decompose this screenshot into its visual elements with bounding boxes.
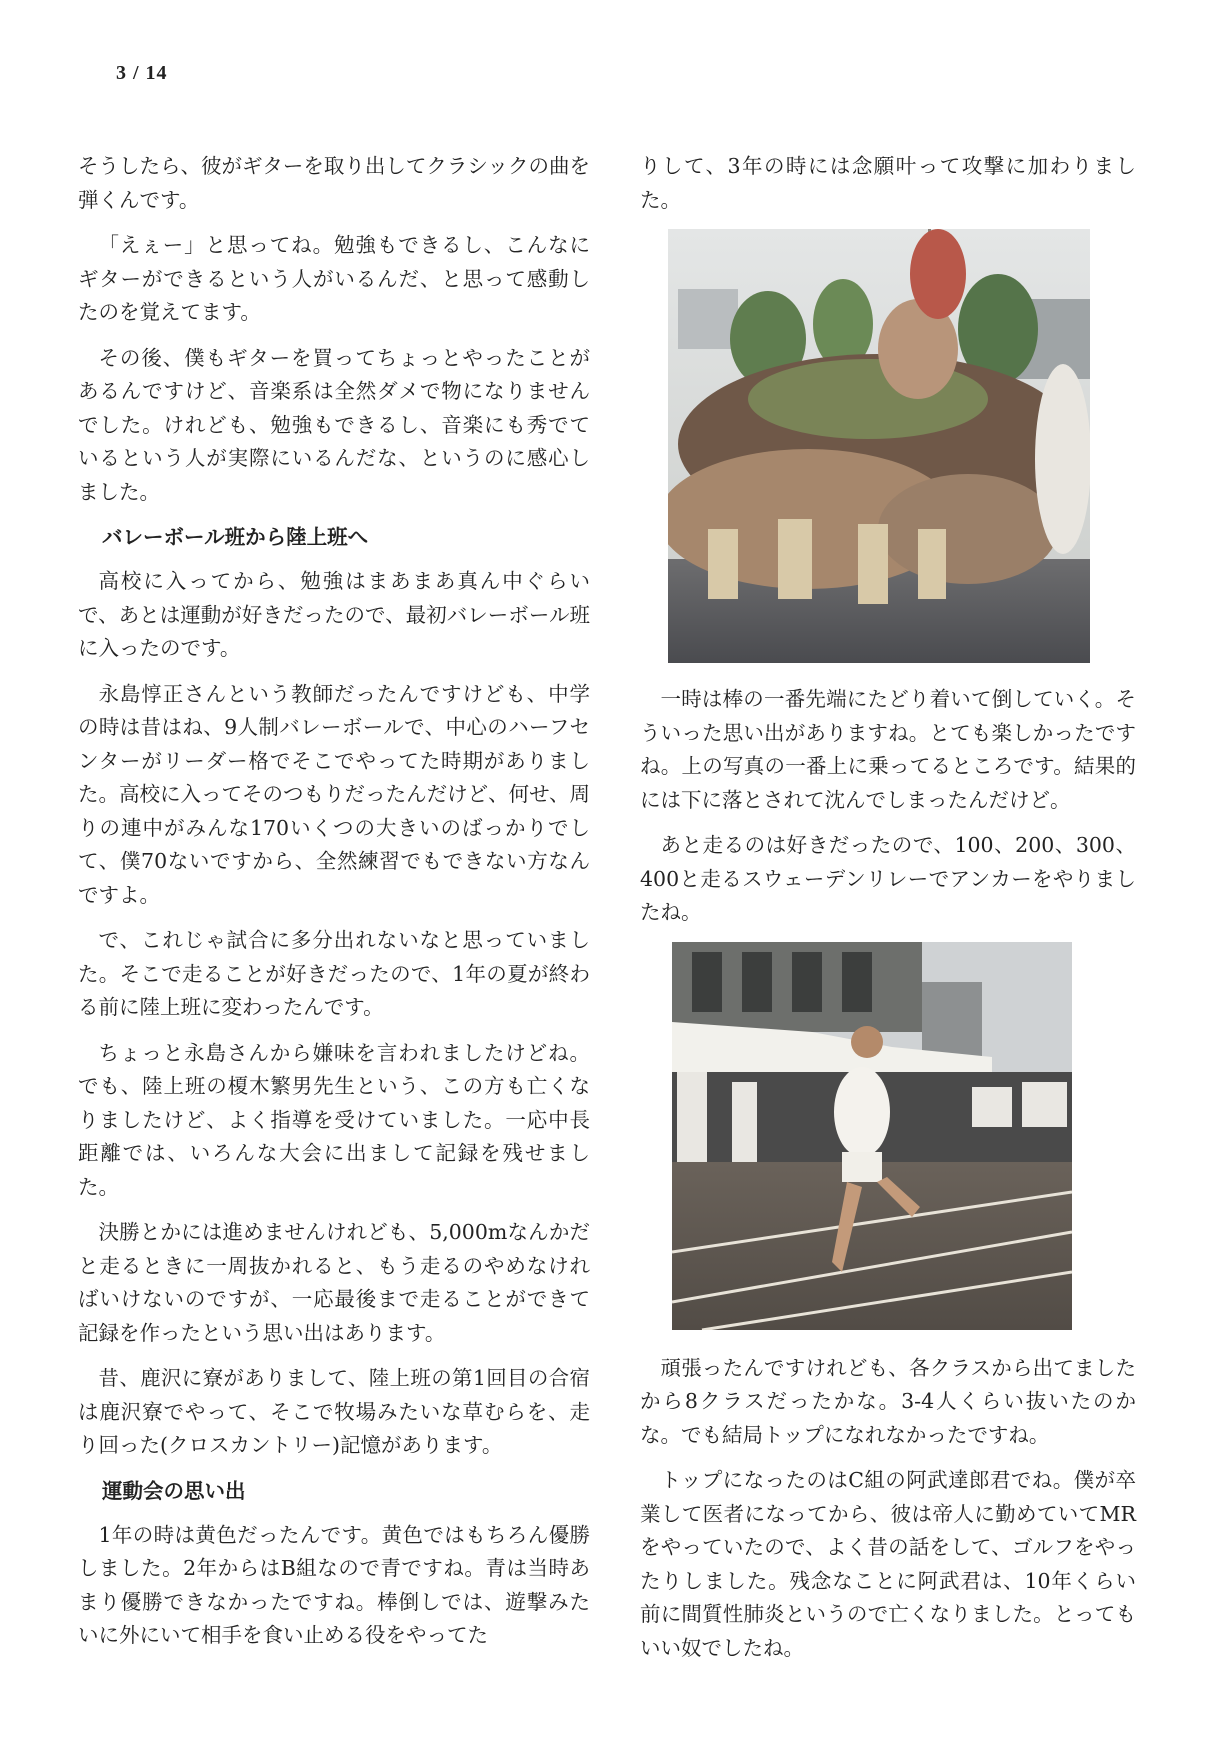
right-column (640, 150, 1136, 1677)
paragraph: 「えぇー」と思ってね。勉強もできるし、こんなにギターができるという人がいるんだ、と思って感動したのを覚えてます。 (78, 233, 590, 324)
paragraph: 高校に入ってから、勉強はまあまあ真ん中ぐらいで、あとは運動が好きだったので、最初バレーボール班に入ったのです。 (78, 569, 590, 660)
paragraph: ちょっと永島さんから嫌味を言われましたけどね。でも、陸上班の榎木繁男先生という、この方も亡くなりましたけど、よく指導を受けていました。一応中長距離では、いろんな大会に出まして記録を残せました。 (78, 1040, 590, 1199)
paragraph: トップになったのはC組の阿武達郎君でね。僕が卒業して医者になってから、彼は帝人に勤めていてMRをやっていたので、よく昔の話をして、ゴルフをやったりしました。残念なことに阿武君は、10年くらい前に間質性肺炎というので亡くなりました。とってもいい奴でしたね。 (640, 1468, 1136, 1660)
paragraph: 昔、鹿沢に寮がありまして、陸上班の第1回目の合宿は鹿沢寮でやって、そこで牧場みたいな草むらを、走り回った(クロスカントリー)記憶があります。 (78, 1366, 590, 1457)
page-number: 3 / 14 (116, 62, 168, 84)
paragraph: 決勝とかには進めませんけれども、5,000mなんかだと走るときに一周抜かれると、もう走るのやめなければいけないのですが、一応最後まで走ることができて記録を作ったという思い出はあります。 (78, 1220, 590, 1345)
paragraph: あと走るのは好きだったので、100、200、300、400と走るスウェーデンリレーでアンカーをやりましたね。 (640, 833, 1136, 924)
section-heading: 運動会の思い出 (102, 1478, 246, 1503)
paragraph: その後、僕もギターを買ってちょっとやったことがあるんですけど、音楽系は全然ダメで物になりませんでした。けれども、勉強もできるし、音楽にも秀でているという人が実際にいるんだな、というのに感心しました。 (78, 345, 590, 504)
paragraph: 1年の時は黄色だったんです。黄色ではもちろん優勝しました。2年からはB組なので青ですね。青は当時あまり優勝できなかったですね。棒倒しでは、遊撃みたいに外にいて相手を食い止める役をやってた (78, 1522, 590, 1647)
paragraph: りして、3年の時には念願叶って攻撃に加わりました。 (640, 154, 1136, 212)
paragraph: そうしたら、彼がギターを取り出してクラシックの曲を弾くんです。 (78, 154, 590, 212)
relay-race-photo (672, 942, 1072, 1330)
paragraph: で、これじゃ試合に多分出れないなと思っていました。そこで走ることが好きだったので、1年の夏が終わる前に陸上班に変わったんです。 (78, 928, 590, 1019)
section-heading: バレーボール班から陸上班へ (102, 525, 369, 549)
bo-taoshi-photo (668, 229, 1090, 663)
paragraph: 一時は棒の一番先端にたどり着いて倒していく。そういった思い出がありますね。とても楽しかったですね。上の写真の一番上に乗ってるところです。結果的には下に落とされて沈んでしまったんだけど。 (640, 687, 1136, 812)
paragraph: 永島惇正さんという教師だったんですけども、中学の時は昔はね、9人制バレーボールで、中心のハーフセンターがリーダー格でそこでやってた時期がありました。高校に入ってそのつもりだったんだけど、何せ、周りの連中がみんな170いくつの大きいのばっかりでして、僕70ないですから、全然練習でもできない方なんですよ。 (78, 681, 590, 907)
paragraph: 頑張ったんですけれども、各クラスから出てましたから8クラスだったかな。3-4人くらい抜いたのかな。でも結局トップになれなかったですね。 (640, 1355, 1136, 1447)
left-column (78, 150, 590, 1665)
